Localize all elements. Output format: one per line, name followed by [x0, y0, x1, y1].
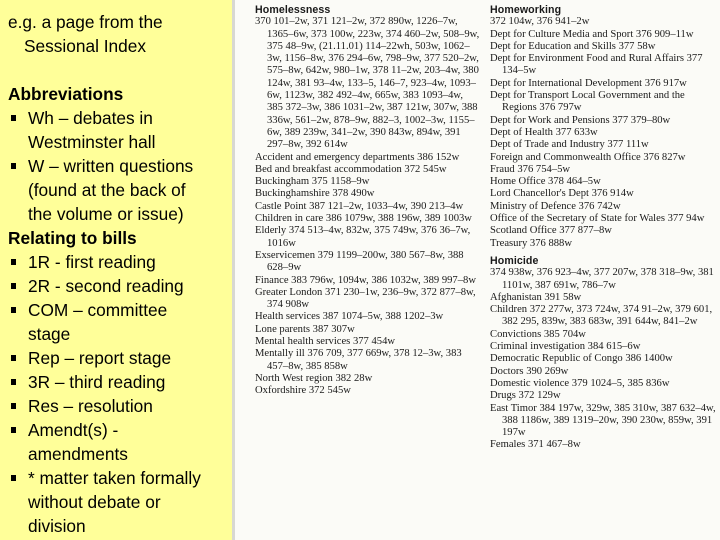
- bill-abbreviation-item: [8, 370, 228, 394]
- index-entry: Foreign and Commonwealth Office 376 827w: [490, 151, 686, 163]
- index-entry: Bed and breakfast accommodation 372 545w: [255, 163, 447, 175]
- index-entry: Home Office 378 464–5w: [490, 176, 601, 188]
- bill-abbreviation-item: [8, 466, 228, 538]
- index-entry: Dept for Transport Local Government and the Regions 376 797w: [490, 90, 685, 114]
- abbreviations-heading: Abbreviations: [8, 84, 124, 104]
- bill-abbreviation-item-line: 2R - second reading: [28, 276, 184, 296]
- index-entry: Females 371 467–8w: [490, 439, 581, 451]
- index-entry: Oxfordshire 372 545w: [255, 385, 351, 397]
- index-entry: North West region 382 28w: [255, 372, 373, 384]
- bill-abbreviation-item: [8, 418, 228, 466]
- index-entry: Dept for Work and Pensions 377 379–80w: [490, 114, 671, 126]
- bills-heading: Relating to bills: [8, 228, 137, 248]
- index-entry: Dept for Education and Skills 377 58w: [490, 40, 656, 52]
- index-entry: Children 372 277w, 373 724w, 374 91–2w, 379 601, 382 295, 839w, 383 683w, 391 644w, 841–2w: [490, 304, 713, 328]
- index-entry: Dept for Culture Media and Sport 376 909–11w: [490, 28, 694, 40]
- index-heading: Homeworking: [490, 4, 562, 16]
- index-entry: Castle Point 387 121–2w, 1033–4w, 390 213–4w: [255, 200, 464, 212]
- index-heading: Homicide: [490, 254, 539, 267]
- bill-abbreviation-item: [8, 298, 228, 346]
- index-entry: Children in care 386 1079w, 388 196w, 389 1003w: [255, 213, 472, 225]
- bill-abbreviation-item-line: Amendt(s) -: [28, 420, 119, 440]
- bill-abbreviation-item-line: * matter taken formally: [28, 468, 201, 488]
- index-entry: Buckinghamshire 378 490w: [255, 188, 375, 200]
- annotation-panel: [0, 0, 232, 540]
- abbreviation-item: [8, 106, 228, 154]
- bill-abbreviation-item-line: Rep – report stage: [28, 348, 172, 368]
- index-entry: Exservicemen 379 1199–200w, 380 567–8w, 388 628–9w: [255, 249, 464, 274]
- abbreviation-item-line: (found at the back of: [28, 180, 186, 200]
- bill-abbreviation-item: [8, 394, 228, 418]
- bill-abbreviation-item: [8, 274, 228, 298]
- index-entry: Greater London 371 230–1w, 236–9w, 372 877–8w, 374 908w: [255, 286, 476, 311]
- index-entry: Doctors 390 269w: [490, 365, 569, 377]
- index-entry: 374 938w, 376 923–4w, 377 207w, 378 318–9w, 381 1101w, 387 691w, 786–7w: [490, 267, 714, 291]
- index-entry: 372 104w, 376 941–2w: [490, 16, 590, 28]
- example-caption: [8, 10, 228, 58]
- bill-abbreviation-item-line: COM – committee: [28, 300, 168, 320]
- bill-abbreviation-item: [8, 346, 228, 370]
- bill-abbreviation-item-line: without debate or: [28, 492, 161, 512]
- index-entry: Afghanistan 391 58w: [490, 291, 582, 303]
- bill-abbreviation-item: [8, 250, 228, 274]
- index-entry: Health services 387 1074–5w, 388 1202–3w: [255, 311, 444, 323]
- abbreviation-item-line: the volume or issue): [28, 204, 184, 224]
- index-entry: Dept of Trade and Industry 377 111w: [490, 139, 649, 151]
- index-entry: Fraud 376 754–5w: [490, 163, 571, 175]
- index-entry: Dept for International Development 376 917w: [490, 77, 687, 89]
- index-entry: Buckingham 375 1158–9w: [255, 176, 370, 188]
- index-entry: Ministry of Defence 376 742w: [490, 200, 621, 212]
- index-entry: Dept of Health 377 633w: [490, 126, 598, 138]
- bill-abbreviation-item-line: 3R – third reading: [28, 372, 166, 392]
- abbreviation-item: [8, 154, 228, 226]
- page-fold-divider: [232, 0, 235, 540]
- index-entry: Treasury 376 888w: [490, 237, 573, 249]
- index-entry: 370 101–2w, 371 121–2w, 372 890w, 1226–7w, 1365–6w, 373 100w, 223w, 374 460–2w, 508–9w, 375 48–9w, (21.11.01) 114–22wh, 503w, 1062–3w, 1156–8w, 376 294–6w, 798–9w, 377 520–2w, 575–8w, 642w, 980–1w, 378 11–2w, 203–4w, 380 124w, 381 93–4w, 133–5, 146–7, 923–4w, 1093–6w, 1123w, 382 492–4w, 665w, 383 1093–4w, 385 372–3w, 386 1031–2w, 387 121w, 307w, 388 336w, 561–2w, 878–9w, 882–3, 1002–3w, 1155–6w, 389 239w, 341–2w, 390 843w, 894w, 391 297–8w, 392 614w: [255, 16, 480, 151]
- index-entry: Criminal investigation 384 615–6w: [490, 341, 641, 353]
- abbreviation-item-line: Westminster hall: [28, 132, 156, 152]
- abbreviation-item-line: W – written questions: [28, 156, 194, 176]
- index-entry: Finance 383 796w, 1094w, 386 1032w, 389 997–8w: [255, 274, 476, 286]
- index-entry: East Timor 384 197w, 329w, 385 310w, 387 632–4w, 388 1186w, 389 1319–20w, 390 230w, 859w, 391 197w: [490, 402, 716, 439]
- index-entry: Mental health services 377 454w: [255, 336, 396, 348]
- index-column-1: [255, 4, 480, 398]
- index-entry: Scotland Office 377 877–8w: [490, 225, 612, 237]
- example-line-2: Sessional Index: [24, 36, 147, 56]
- index-heading: Homelessness: [255, 4, 331, 16]
- index-entry: Lone parents 387 307w: [255, 323, 355, 335]
- index-entry: Drugs 372 129w: [490, 390, 561, 402]
- index-entry: Domestic violence 379 1024–5, 385 836w: [490, 377, 670, 389]
- bill-abbreviation-item-line: 1R - first reading: [28, 252, 156, 272]
- bills-abbreviations-list: [8, 250, 228, 538]
- index-entry: Lord Chancellor's Dept 376 914w: [490, 188, 634, 200]
- index-entry: Office of the Secretary of State for Wales 377 94w: [490, 213, 705, 225]
- bill-abbreviation-item-line: amendments: [28, 444, 128, 464]
- bill-abbreviation-item-line: stage: [28, 324, 71, 344]
- bill-abbreviation-item-line: Res – resolution: [28, 396, 153, 416]
- abbreviations-list: [8, 106, 228, 226]
- abbreviation-item-line: Wh – debates in: [28, 108, 153, 128]
- index-entry: Dept for Environment Food and Rural Affairs 377 134–5w: [490, 53, 703, 77]
- index-entry: Democratic Republic of Congo 386 1400w: [490, 353, 673, 365]
- index-entry: Elderly 374 513–4w, 832w, 375 749w, 376 36–7w, 1016w: [255, 225, 471, 249]
- example-line-1: e.g. a page from the: [8, 12, 163, 32]
- index-entry: Mentally ill 376 709, 377 669w, 378 12–3w, 383 457–8w, 385 858w: [255, 348, 462, 372]
- index-column-2: [490, 4, 718, 452]
- bill-abbreviation-item-line: division: [28, 516, 86, 536]
- index-entry: Accident and emergency departments 386 152w: [255, 151, 460, 163]
- index-entry: Convictions 385 704w: [490, 328, 586, 340]
